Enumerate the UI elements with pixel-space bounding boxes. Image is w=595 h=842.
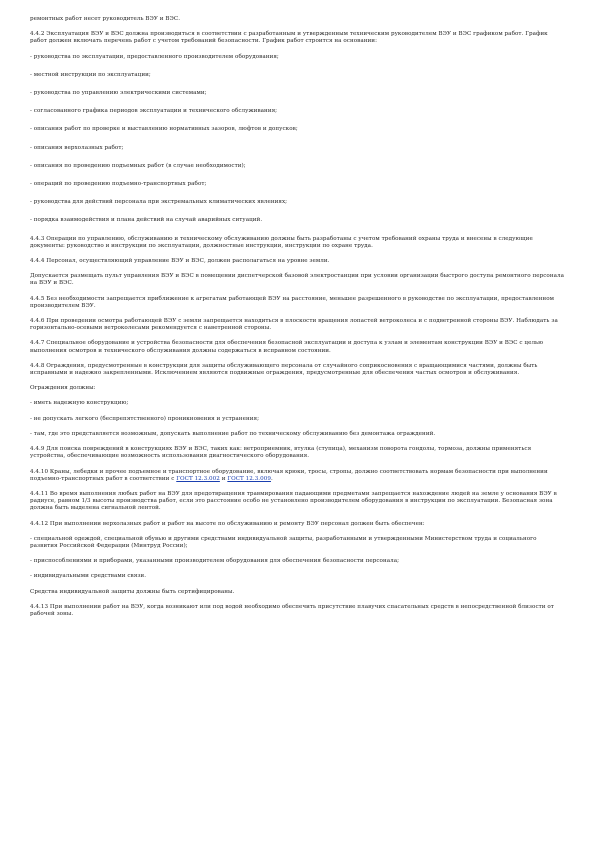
clause-4-4-9: 4.4.9 Для поиска повреждений в конструкциях ВЭУ и ВЭС, таких как: ветроприемник, втулка (ступица), механизм поворота гондолы, тормоза, должны применяться устройства, обеспечивающие возможность использования диагностического оборудования. [30,446,532,460]
paragraph-control-panel: Допускается размещать пульт управления ВЭУ и ВЭС в помещении диспетчерской базовой электростанции при условии организации быстрого доступа ремонтного персонала на ВЭУ и ВЭС. [30,273,564,287]
clause-4-4-7: 4.4.7 Специальное оборудование и устройства безопасности для обеспечения безопасной эксплуатации и доступа к узлам и элементам конструкции ВЭУ и ВЭС с целью выполнения осмотров и технического обслуживания должны содержаться в исправном состоянии. [30,340,544,354]
gost-12-3-002-link[interactable]: ГОСТ 12.3.002 [176,475,220,482]
paragraph-ppe-certification: Средства индивидуальной защиты должны быть сертифицированы. [30,588,235,595]
list-item: - руководства по управлению электрическими системами; [30,90,207,97]
gost-12-3-009-link[interactable]: ГОСТ 12.3.009 [227,475,271,482]
clause-4-4-10-end: . [270,475,273,482]
list-item: - не допускать легкого (беспрепятственного) проникновения и устранения; [30,415,260,422]
list-item: - описания работ по проверке и выставлению нормативных зазоров, люфтов и допусков; [30,126,298,133]
clause-4-4-8: 4.4.8 Ограждения, предусмотренные в конструкции для защиты обслуживающего персонала от случайного соприкосновения с вращающимися частями, должны быть исправными и надежно закрепленными. Исключением являются подвижные ограждения, предусмотренные для обеспечения частых осмотров и обслуживания. [30,362,538,377]
clause-4-4-11: 4.4.11 Во время выполнения любых работ на ВЭУ для предотвращения травмирования падающими предметами запрещается нахождение людей на земле у основания ВЭУ в радиусе, равном 1/3 высоты производства работ, если это расстояние особо не установлено производителем оборудования в инструкции по эксплуатации. Безопасная зона должна быть выделена сигнальной лентой. [30,490,557,512]
clause-4-4-10-text: 4.4.10 Краны, лебедки и прочее подъемное и транспортное оборудование, включая крюки, тросы, стропы, должно соответствовать нормам безопасности при выполнении подъемно-транспортных работ в соответствии с [30,468,548,482]
paragraph-guards: Ограждения должны: [30,385,96,392]
clause-4-4-12: 4.4.12 При выполнении верхолазных работ и работ на высоте по обслуживанию и ремонту ВЭУ персонал должен быть обеспечен: [30,520,425,527]
list-item: - операций по проведению подъемно-транспортных работ; [30,181,207,188]
clause-4-4-10 [30,469,565,483]
clause-4-4-10-joiner: и [219,475,228,482]
list-item: - руководства по эксплуатации, предоставленного производителем оборудования; [30,53,279,60]
paragraph-intro: ремонтных работ несет руководитель ВЭУ и ВЭС. [30,16,181,22]
list-item: - порядка взаимодействия и плана действий на случай аварийных ситуаций. [30,217,263,224]
clause-4-4-5: 4.4.5 Без необходимости запрещается приближение к агрегатам работающей ВЭУ на расстояние, меньшее разрешенного в руководстве по эксплуатации, предоставленном производителем ВЭУ. [30,295,555,309]
clause-4-4-13: 4.4.13 При выполнении работ на ВЭУ, когда возникают или под водой необходимо обеспечить присутствие плавучих спасательных средств в непосредственной близости от рабочей зоны. [30,603,554,617]
clause-4-4-6: 4.4.6 При проведении осмотра работающей ВЭУ с земли запрещается находиться в плоскости вращения лопастей ветроколеса и с подветренной стороны ВЭУ. Наблюдать за горизонтально-осевыми ветроколесами рекомендуется с наветренной стороны. [30,318,558,332]
list-item: - описания верхолазных работ; [30,144,124,151]
list-item: - руководства для действий персонала при экстремальных климатических явлениях; [30,199,288,206]
list-item: - согласованного графика периодов эксплуатации и технического обслуживания; [30,108,278,115]
list-item: - иметь надежную конструкцию; [30,400,129,407]
list-item: - приспособлениями и приборами, указанными производителем оборудования для обеспечения безопасности персонала; [30,558,400,565]
list-item: - там, где это представляется возможным, допускать выполнение работ по техническому обслуживанию без демонтажа ограждений. [30,430,436,437]
clause-4-4-4: 4.4.4 Персонал, осуществляющий управление ВЭУ и ВЭС, должен располагаться на уровне земли. [30,258,330,265]
clause-4-4-2: 4.4.2 Эксплуатация ВЭУ и ВЭС должна производиться в соответствии с разработанным и утвержденным техническим руководителем ВЭУ и ВЭС графиком работ. График работ должен включать перечень работ с учетом требований безопасности. График работ строится на основании: [30,31,548,45]
clause-4-4-3: 4.4.3 Операции по управлению, обслуживанию и техническому обслуживанию должны быть разработаны с учетом требований охраны труда и внесены в следующие документы: руководство и инструкции по эксплуатации, должностные инструкции, инструкции по охране труда. [30,235,533,249]
list-item: - специальной одеждой, специальной обувью и другими средствами индивидуальной защиты, разработанными и утвержденными Министерством труда и социального развития Российской Федерации (Минтруд России); [30,535,537,549]
list-item: - описания по проведению подъемных работ (в случае необходимости); [30,162,246,169]
list-item: - индивидуальными средствами связи. [30,573,147,580]
list-item: - местной инструкции по эксплуатации; [30,71,151,78]
